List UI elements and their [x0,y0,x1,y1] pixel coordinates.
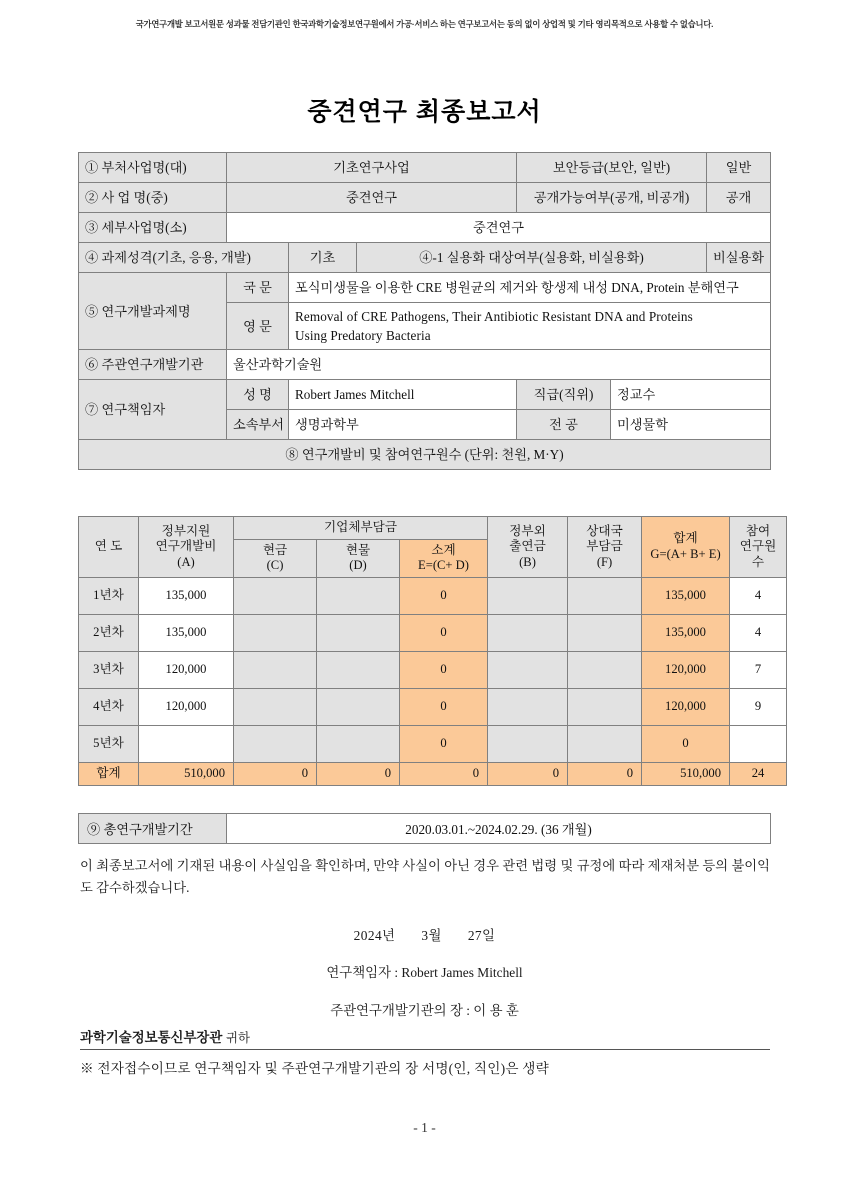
row-gov: 120,000 [139,652,234,689]
row-researchers: 7 [730,652,787,689]
header-nongov-l1: 정부외 [509,523,546,538]
header-partner-l3: (F) [596,554,613,569]
row-gov: 135,000 [139,578,234,615]
header-nongov-l3: (B) [519,554,536,569]
row1-right-label: 보안등급(보안, 일반) [517,153,707,183]
row-year: 3년차 [79,652,139,689]
row-inkind [317,578,400,615]
row1-value: 기초연구사업 [227,153,517,183]
row1-label: ① 부처사업명(대) [79,153,227,183]
row5-label: ⑤ 연구개발과제명 [79,273,227,350]
principal-investigator-signature: 연구책임자 : Robert James Mitchell [326,965,523,980]
total-subtotal: 0 [400,763,488,786]
row-researchers: 9 [730,689,787,726]
total-partner: 0 [568,763,642,786]
table-row [79,213,771,243]
row-nongov [488,578,568,615]
row-partner [568,615,642,652]
row-subtotal: 0 [400,689,488,726]
page-title: 중견연구 최종보고서 [307,98,542,126]
table-row [79,440,771,470]
total-nongov: 0 [488,763,568,786]
page-number: - 1 - [413,1120,436,1135]
total-year: 합계 [79,763,139,786]
electronic-submission-note: ※ 전자접수이므로 연구책임자 및 주관연구개발기관의 장 서명(인, 직인)은 생략 [80,1061,549,1076]
header-total-l2: G=(A+ B+ E) [650,547,721,562]
minister-addressee [80,1027,770,1050]
row-inkind [317,689,400,726]
row7-name-value: Robert James Mitchell [289,380,517,410]
row-cash [234,726,317,763]
header-cash-l2: (C) [266,558,284,573]
row-inkind [317,726,400,763]
table-row [79,153,771,183]
header-gov-fund-l2: 연구개발비 [155,539,217,554]
row-year: 5년차 [79,726,139,763]
header-subtotal [400,539,488,577]
row-cash [234,615,317,652]
total-total: 510,000 [642,763,730,786]
row7-position-label: 직급(직위) [517,380,611,410]
row6-label: ⑥ 주관연구개발기관 [79,350,227,380]
period-label: ⑨ 총연구개발기간 [79,814,227,844]
header-total-l1: 합계 [673,531,698,546]
header-researchers [730,517,787,578]
header-gov-fund [139,517,234,578]
header-researchers-l1: 참여 [745,523,771,538]
row-year: 2년차 [79,615,139,652]
confirmation-statement: 이 최종보고서에 기재된 내용이 사실임을 확인하며, 만약 사실이 아닌 경우 관련 법령 및 규정에 따라 제재처분 등의 불이익도 감수하겠습니다. [80,858,770,895]
row-nongov [488,652,568,689]
minister-suffix: 귀하 [226,1031,250,1045]
row-partner [568,689,642,726]
row7-major-label: 전 공 [517,410,611,440]
date-day: 27일 [467,928,496,943]
row-nongov [488,726,568,763]
row2-value: 중견연구 [227,183,517,213]
header-total [642,517,730,578]
row2-right-value: 공개 [707,183,771,213]
header-gov-fund-l3: (A) [177,554,195,569]
date-year: 2024년 [353,928,396,943]
row-gov [139,726,234,763]
row-inkind [317,652,400,689]
row-partner [568,578,642,615]
row7-position-value: 정교수 [611,380,771,410]
english-title-line1: Removal of CRE Pathogens, Their Antibiotic Resistant DNA and Proteins [295,309,693,324]
header-inkind [317,539,400,577]
table-row [79,726,787,763]
copyright-notice: 국가연구개발 보고서원문 성과물 전담기관인 한국과학기술정보연구원에서 가공·서비스 하는 연구보고서는 동의 없이 상업적 및 기타 영리목적으로 사용할 수 없습니다. [135,19,714,29]
header-nongov-l2: 출연금 [509,539,546,554]
period-value: 2020.03.01.~2024.02.29. (36 개월) [227,814,771,844]
table-row [79,578,787,615]
section8-heading: ⑧ 연구개발비 및 참여연구원수 (단위: 천원, M·Y) [79,440,771,470]
total-gov: 510,000 [139,763,234,786]
project-info-table [78,152,771,470]
row3-value: 중견연구 [227,213,771,243]
header-researchers-l2: 연구원수 [739,539,777,569]
row-nongov [488,689,568,726]
header-subtotal-l2: E=(C+ D) [418,558,469,573]
row5-english-title [289,303,771,350]
signature-date [0,925,849,944]
row-cash [234,689,317,726]
header-partner-l2: 부담금 [586,539,623,554]
row2-label: ② 사 업 명(중) [79,183,227,213]
budget-total-row [79,763,787,786]
header-cash [234,539,317,577]
row1-right-value: 일반 [707,153,771,183]
row-nongov [488,615,568,652]
table-row [79,814,771,844]
row-subtotal: 0 [400,652,488,689]
header-partner-l1: 상대국 [586,523,623,538]
row7-dept-value: 생명과학부 [289,410,517,440]
minister-name: 과학기술정보통신부장관 [80,1030,223,1045]
row-partner [568,726,642,763]
row-researchers: 4 [730,578,787,615]
total-researchers: 24 [730,763,787,786]
total-cash: 0 [234,763,317,786]
row6-value: 울산과학기술원 [227,350,771,380]
row7-label: ⑦ 연구책임자 [79,380,227,440]
row2-right-label: 공개가능여부(공개, 비공개) [517,183,707,213]
row4-value: 기초 [289,243,357,273]
table-row [79,652,787,689]
row4-right-value: 비실용화 [707,243,771,273]
table-row [79,243,771,273]
total-inkind: 0 [317,763,400,786]
header-inkind-l1: 현물 [345,542,371,557]
row-subtotal: 0 [400,578,488,615]
table-row [79,380,771,410]
row-total: 120,000 [642,652,730,689]
row-researchers [730,726,787,763]
row7-name-label: 성 명 [227,380,289,410]
row-cash [234,652,317,689]
header-cash-l1: 현금 [262,542,288,557]
table-row [79,689,787,726]
row-gov: 120,000 [139,689,234,726]
budget-table [78,516,787,786]
row5-korean-title: 포식미생물을 이용한 CRE 병원균의 제거와 항생제 내성 DNA, Protein 분해연구 [289,273,771,303]
row-researchers: 4 [730,615,787,652]
row-year: 4년차 [79,689,139,726]
row-partner [568,652,642,689]
header-subtotal-l1: 소계 [431,542,456,557]
header-inkind-l2: (D) [349,558,367,573]
header-partner [568,517,642,578]
date-month: 3월 [421,928,442,943]
header-company-group: 기업체부담금 [234,517,488,540]
budget-header-row-1 [79,517,787,540]
table-row [79,350,771,380]
row5-korean-label: 국 문 [227,273,289,303]
row4-label: ④ 과제성격(기초, 응용, 개발) [79,243,289,273]
row-subtotal: 0 [400,615,488,652]
row-total: 135,000 [642,578,730,615]
header-gov-fund-l1: 정부지원 [161,523,211,538]
english-title-line2: Using Predatory Bacteria [295,328,431,344]
organization-head-signature: 주관연구개발기관의 장 : 이 용 훈 [330,1003,519,1018]
row-total: 0 [642,726,730,763]
row-subtotal: 0 [400,726,488,763]
row-inkind [317,615,400,652]
table-row [79,183,771,213]
table-row [79,615,787,652]
row-total: 120,000 [642,689,730,726]
research-period-table [78,813,771,844]
row7-major-value: 미생물학 [611,410,771,440]
row-total: 135,000 [642,615,730,652]
row3-label: ③ 세부사업명(소) [79,213,227,243]
row5-english-label: 영 문 [227,303,289,350]
row-year: 1년차 [79,578,139,615]
table-row [79,273,771,303]
row4-right-label: ④-1 실용화 대상여부(실용화, 비실용화) [357,243,707,273]
row-cash [234,578,317,615]
header-nongov [488,517,568,578]
header-year: 연 도 [79,517,139,578]
row7-dept-label: 소속부서 [227,410,289,440]
row-gov: 135,000 [139,615,234,652]
